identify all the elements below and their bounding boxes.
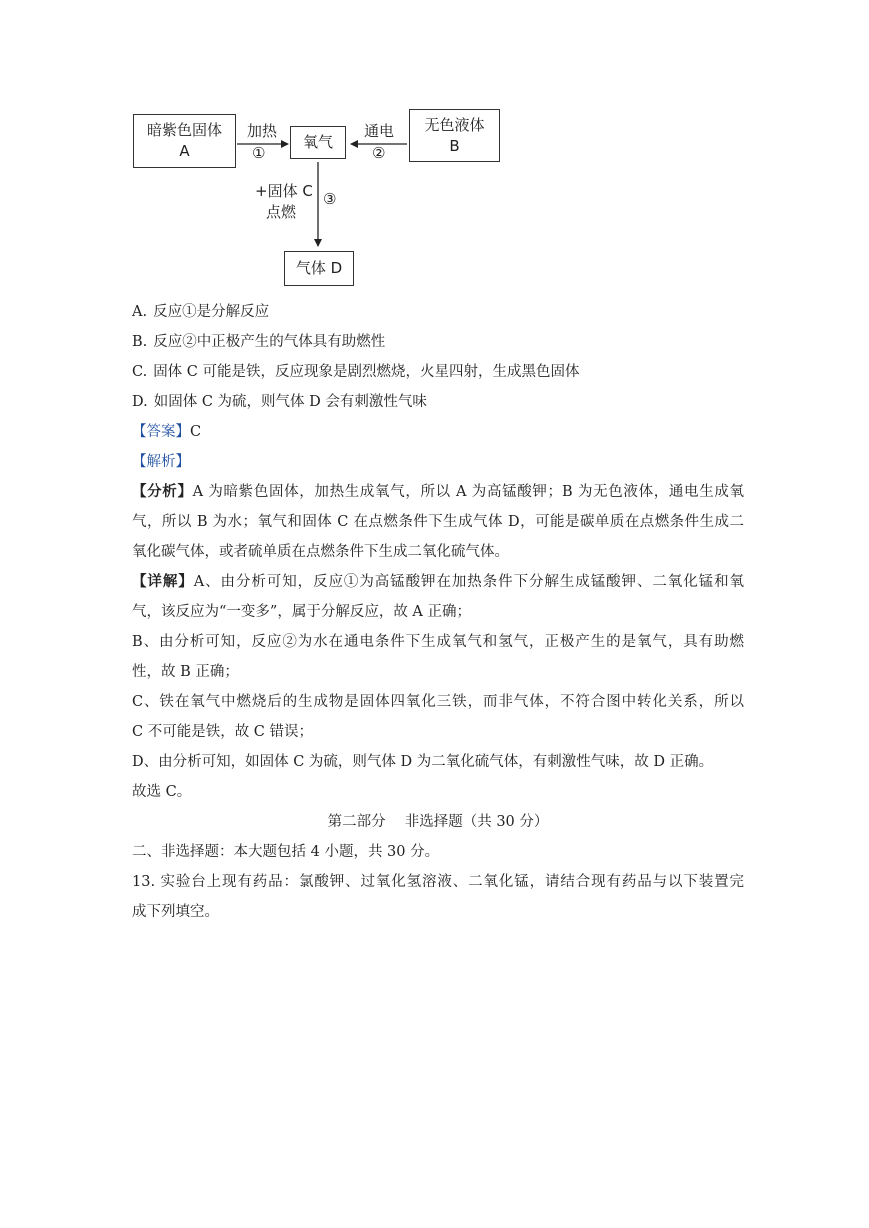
box-oxygen-label: 氧气 xyxy=(302,133,333,151)
arrow3-condition: 点燃 xyxy=(266,203,297,221)
box-a-letter: A xyxy=(179,142,190,160)
option-letter: A. xyxy=(132,304,148,320)
fenxi-text-1: A 为暗紫色固体，加热生成氧气，所以 A 为高锰酸钾；B 为无色液体，通电生成氧 xyxy=(192,484,744,500)
xiangjie-line-8 xyxy=(132,777,744,807)
option-d xyxy=(132,387,744,417)
xiangjie-line-4 xyxy=(132,657,744,687)
question-13-text-1: 13. 实验台上现有药品：氯酸钾、过氧化氢溶液、二氧化锰，请结合现有药品与以下装置完 xyxy=(132,874,744,890)
arrow3-number: ③ xyxy=(323,190,337,208)
arrow1-condition: 加热 xyxy=(247,122,278,140)
xiangjie-line-7 xyxy=(132,747,744,777)
option-a xyxy=(132,297,744,327)
xiangjie-line-2 xyxy=(132,597,744,627)
xiangjie-text-5: C、铁在氧气中燃烧后的生成物是固体四氧化三铁，而非气体，不符合图中转化关系，所以 xyxy=(132,694,744,710)
answer-value: C xyxy=(190,424,202,440)
box-a-name: 暗紫色固体 xyxy=(146,121,222,139)
box-b-name: 无色液体 xyxy=(424,115,485,134)
box-d-label: 气体 D xyxy=(295,259,343,277)
xiangjie-line-5 xyxy=(132,687,744,717)
arrow2-number: ② xyxy=(372,144,386,162)
option-text: 固体 C 可能是铁，反应现象是剧烈燃烧，火星四射，生成黑色固体 xyxy=(153,364,580,380)
analysis-label: 【解析】 xyxy=(132,454,190,470)
section-title-text: 第二部分 非选择题（共 30 分） xyxy=(327,814,549,830)
arrow2-condition: 通电 xyxy=(364,122,395,140)
fenxi-label: 【分析】 xyxy=(132,483,193,500)
fenxi-line-3 xyxy=(132,537,744,567)
arrow3-reactant: +固体 C xyxy=(255,182,313,200)
box-liquid-b xyxy=(409,109,500,162)
xiangjie-text-1: A、由分析可知，反应①为高锰酸钾在加热条件下分解生成锰酸钾、二氧化锰和氧 xyxy=(193,574,745,590)
option-text: 反应②中正极产生的气体具有助燃性 xyxy=(153,334,386,350)
question-13-line-1 xyxy=(132,867,744,897)
option-letter: D. xyxy=(132,394,148,410)
box-oxygen xyxy=(290,126,346,159)
xiangjie-line-3 xyxy=(132,627,744,657)
question-body xyxy=(132,297,744,927)
fenxi-line-2 xyxy=(132,507,744,537)
option-text: 如固体 C 为硫，则气体 D 会有刺激性气味 xyxy=(153,394,427,410)
option-letter: C. xyxy=(132,364,148,380)
section-intro xyxy=(132,837,744,867)
xiangjie-label: 【详解】 xyxy=(132,573,194,590)
xiangjie-text-4: 性，故 B 正确； xyxy=(132,664,239,680)
question-13-line-2 xyxy=(132,897,744,927)
xiangjie-text-7: D、由分析可知，如固体 C 为硫，则气体 D 为二氧化硫气体，有刺激性气味，故 D 正确。 xyxy=(132,754,714,770)
option-b xyxy=(132,327,744,357)
option-c xyxy=(132,357,744,387)
question-13-text-2: 成下列填空。 xyxy=(132,904,219,920)
option-letter: B. xyxy=(132,334,148,350)
xiangjie-text-6: C 不可能是铁，故 C 错误； xyxy=(132,724,314,740)
option-text: 反应①是分解反应 xyxy=(153,304,270,320)
box-solid-a xyxy=(133,114,236,168)
section-title xyxy=(132,807,744,837)
analysis-heading xyxy=(132,447,744,477)
xiangjie-text-2: 气，该反应为“一变多”，属于分解反应，故 A 正确； xyxy=(132,604,472,620)
fenxi-text-2: 气，所以 B 为水；氧气和固体 C 在点燃条件下生成气体 D，可能是碳单质在点燃条件生成二 xyxy=(132,514,744,530)
xiangjie-line-6 xyxy=(132,717,744,747)
section-intro-text: 二、非选择题：本大题包括 4 小题，共 30 分。 xyxy=(132,844,440,860)
fenxi-text-3: 氧化碳气体，或者硫单质在点燃条件下生成二氧化硫气体。 xyxy=(132,544,509,560)
box-gas-d xyxy=(284,251,354,286)
arrow1-number: ① xyxy=(252,144,266,162)
answer-line xyxy=(132,417,744,447)
reaction-diagram xyxy=(120,100,520,300)
xiangjie-text-3: B、由分析可知，反应②为水在通电条件下生成氧气和氢气，正极产生的是氧气，具有助燃 xyxy=(132,634,744,650)
fenxi-line-1 xyxy=(132,477,744,507)
box-b-letter: B xyxy=(449,136,460,155)
answer-label: 【答案】 xyxy=(132,424,190,440)
xiangjie-text-8: 故选 C。 xyxy=(132,784,192,800)
xiangjie-line-1 xyxy=(132,567,744,597)
